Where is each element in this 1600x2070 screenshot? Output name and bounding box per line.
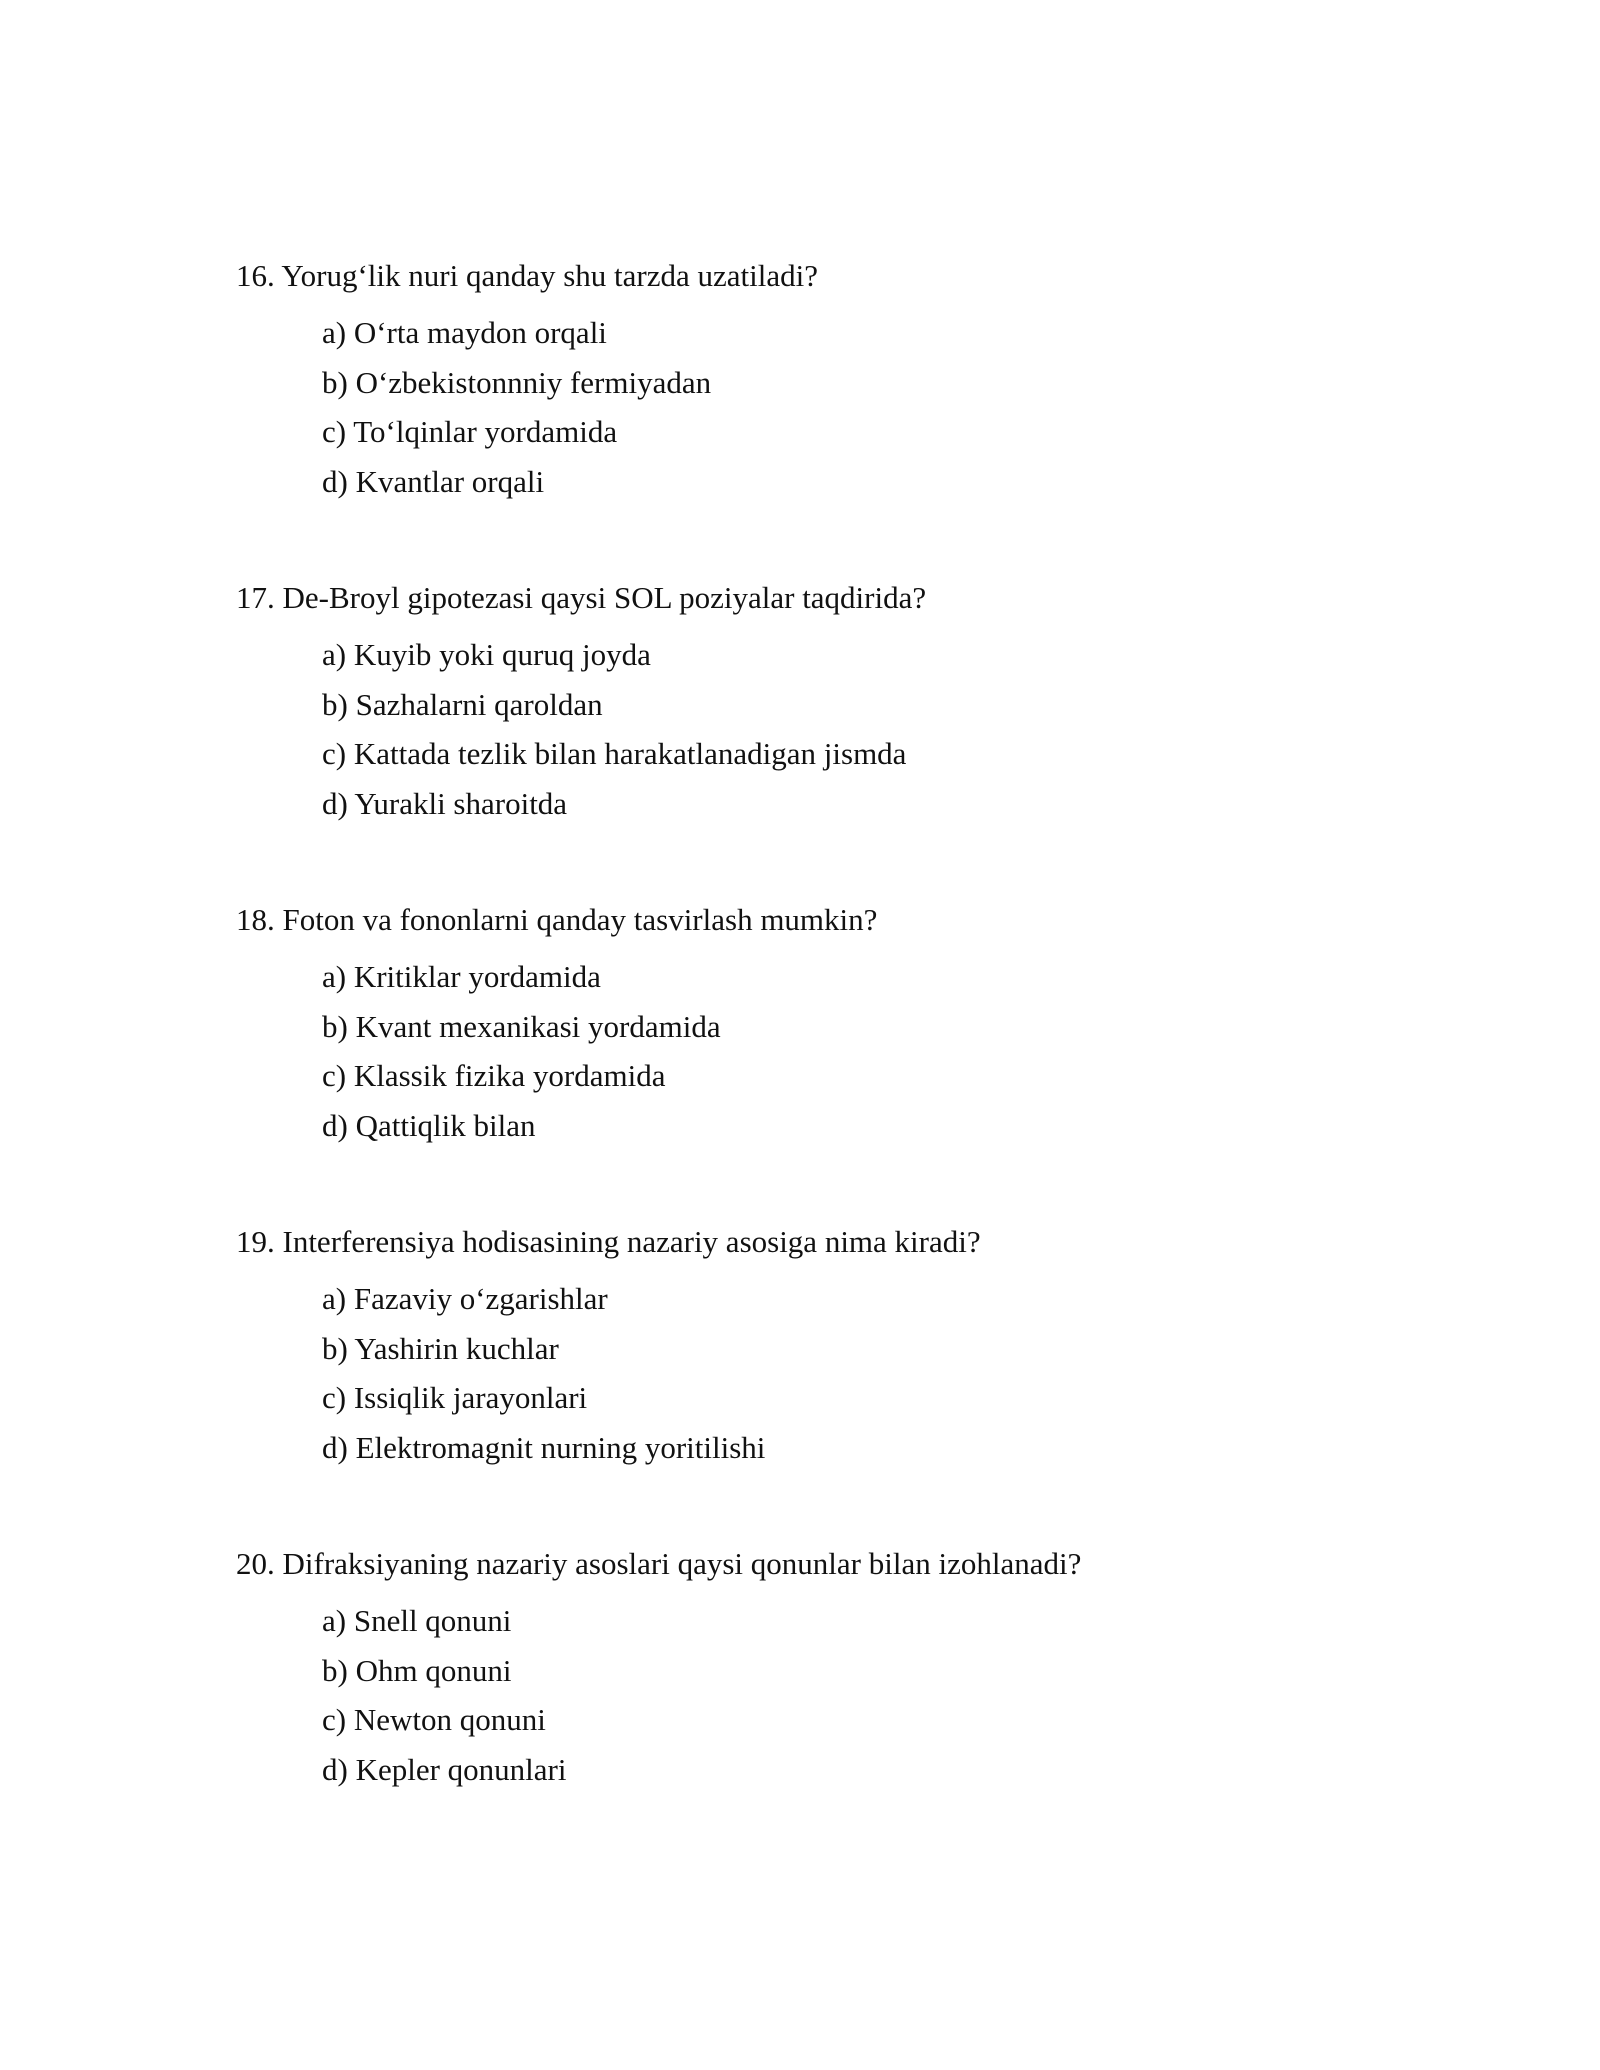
option-d: d) Qattiqlik bilan [322, 1107, 536, 1143]
question-text: 16. Yorug‘lik nuri qanday shu tarzda uzatiladi? [236, 258, 818, 293]
option-b: b) O‘zbekistonnniy fermiyadan [322, 364, 712, 400]
answer-options [236, 313, 1436, 502]
option-c: c) Kattada tezlik bilan harakatlanadigan jismda [322, 736, 907, 771]
option-b: b) Sazhalarni qaroldan [322, 686, 603, 722]
option-a: a) Snell qonuni [322, 1603, 512, 1638]
option-c: c) To‘lqinlar yordamida [322, 414, 618, 449]
option-c: c) Issiqlik jarayonlari [322, 1380, 588, 1415]
option-d: d) Yurakli sharoitda [322, 785, 568, 821]
question-17 [236, 578, 1436, 833]
option-b: b) Kvant mexanikasi yordamida [322, 1008, 721, 1044]
option-c: c) Newton qonuni [322, 1702, 546, 1737]
question-text: 19. Interferensiya hodisasining nazariy asosiga nima kiradi? [236, 1224, 981, 1259]
option-d: d) Kvantlar orqali [322, 463, 545, 499]
option-a: a) Kritiklar yordamida [322, 959, 601, 994]
answer-options [236, 1601, 1436, 1790]
option-a: a) Fazaviy o‘zgarishlar [322, 1281, 608, 1316]
answer-options [236, 957, 1436, 1146]
answer-options [236, 1279, 1436, 1468]
option-c: c) Klassik fizika yordamida [322, 1058, 666, 1093]
option-b: b) Yashirin kuchlar [322, 1330, 559, 1366]
question-text: 20. Difraksiyaning nazariy asoslari qaysi qonunlar bilan izohlanadi? [236, 1546, 1082, 1581]
option-d: d) Kepler qonunlari [322, 1751, 567, 1787]
option-d: d) Elektromagnit nurning yoritilishi [322, 1429, 766, 1465]
answer-options [236, 635, 1436, 824]
question-20 [236, 1544, 1436, 1799]
option-a: a) Kuyib yoki quruq joyda [322, 637, 651, 672]
question-19 [236, 1222, 1436, 1477]
question-text: 18. Foton va fononlarni qanday tasvirlash mumkin? [236, 902, 878, 937]
question-16 [236, 256, 1436, 511]
question-18 [236, 900, 1436, 1155]
question-text: 17. De-Broyl gipotezasi qaysi SOL poziyalar taqdirida? [236, 580, 927, 615]
option-a: a) O‘rta maydon orqali [322, 315, 607, 350]
option-b: b) Ohm qonuni [322, 1652, 512, 1688]
